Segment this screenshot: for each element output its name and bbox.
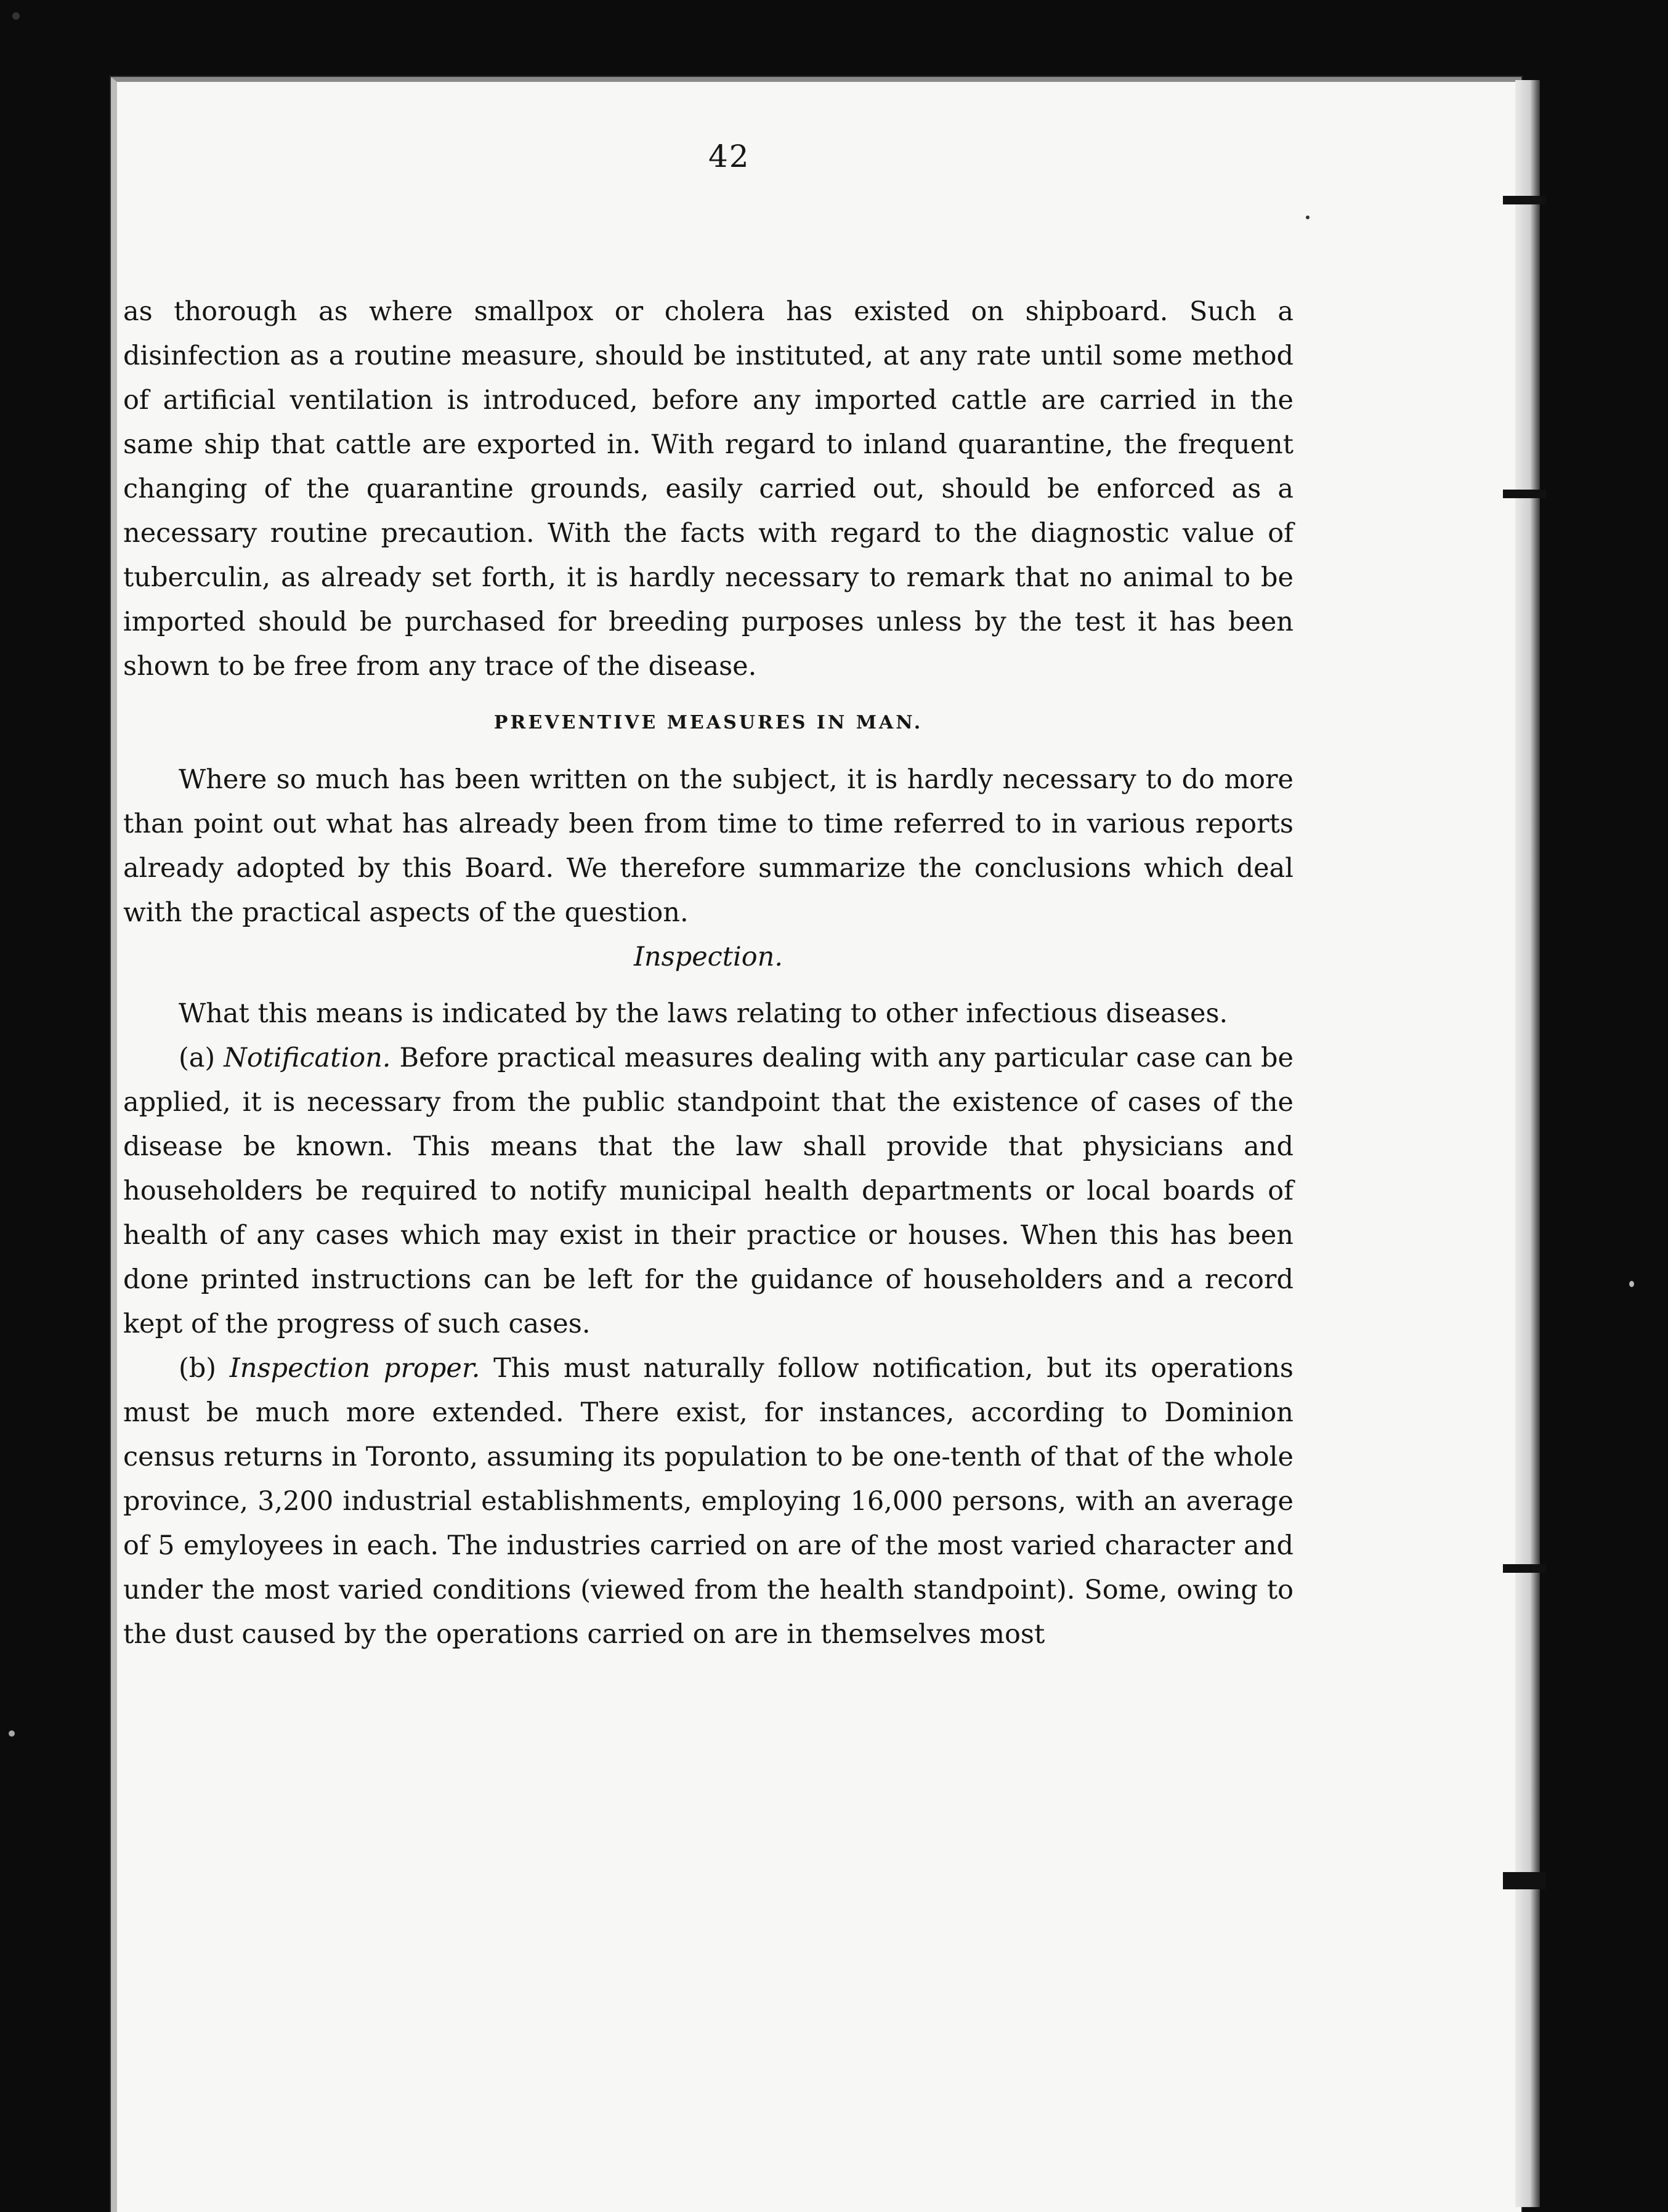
body-text [123, 289, 1294, 1657]
paragraph-continuation: as thorough as where smallpox or cholera has existed on shipboard. Such a disinfection as a routine measure, should be instituted, at any rate until some method of artificial ventilation is introduced, before any imported cattle are carried in the same ship that cattle are exported in. With regard to inland quarantine, the frequent changing of the quarantine grounds, easily carried out, should be enforced as a necessary routine precaution. With the facts with regard to the diagnostic value of tuberculin, as already set forth, it is hardly necessary to remark that no animal to be imported should be purchased for breeding purposes unless by the test it has been shown to be free from any trace of the disease. [123, 296, 1294, 682]
scan-speck [12, 12, 20, 20]
notification-label: (a) [179, 1043, 216, 1073]
notification-text: Before practical measures dealing with any particular case can be applied, it is necessary from the public standpoint that the existence of cases of the disease be known. This means that the law shall provide that physicians and householders be required to notify municipal health departments or local boards of health of any cases which may exist in their practice or houses. When this has been done printed instructions can be left for the guidance of householders and a record kept of the progress of such cases. [123, 1043, 1294, 1339]
binding-mark [1503, 1564, 1546, 1573]
scan-speck [9, 1730, 15, 1737]
notification-title: Notification. [224, 1043, 391, 1073]
binding-mark [1503, 490, 1546, 498]
inspection-intro: What this means is indicated by the laws relating to other infectious diseases. [179, 998, 1228, 1029]
inspection-proper-label: (b) [179, 1353, 217, 1384]
scan-speck [1629, 1281, 1634, 1287]
inspection-proper-title: Inspection proper. [229, 1353, 480, 1384]
section-paragraph: Where so much has been written on the subject, it is hardly necessary to do more than point out what has already been from time to time referred to in various reports already adopted by this Board. We therefore summarize the conclusions which deal with the practical aspects of the question. [123, 764, 1294, 928]
inspection-proper-text: This must naturally follow notification, but its operations must be much more extended. There exist, for instances, according to Dominion census returns in Toronto, assuming its population to be one-tenth of that of the whole province, 3,200 industrial establishments, employing 16,000 persons, with an average of 5 emyloyees in each. The industries carried on are of the most varied character and under the most varied conditions (viewed from the health standpoint). Some, owing to the dust caused by the operations carried on are in themselves most [123, 1353, 1294, 1650]
inspection-proper-paragraph [123, 1346, 1294, 1657]
subheading-inspection: Inspection. [633, 942, 783, 972]
scan-speck [1306, 216, 1310, 219]
section-heading: PREVENTIVE MEASURES IN MAN. [493, 712, 923, 733]
binding-mark [1503, 1872, 1546, 1889]
notification-paragraph [123, 1036, 1294, 1346]
page-number: 42 [708, 139, 750, 174]
binding-mark [1503, 196, 1546, 204]
